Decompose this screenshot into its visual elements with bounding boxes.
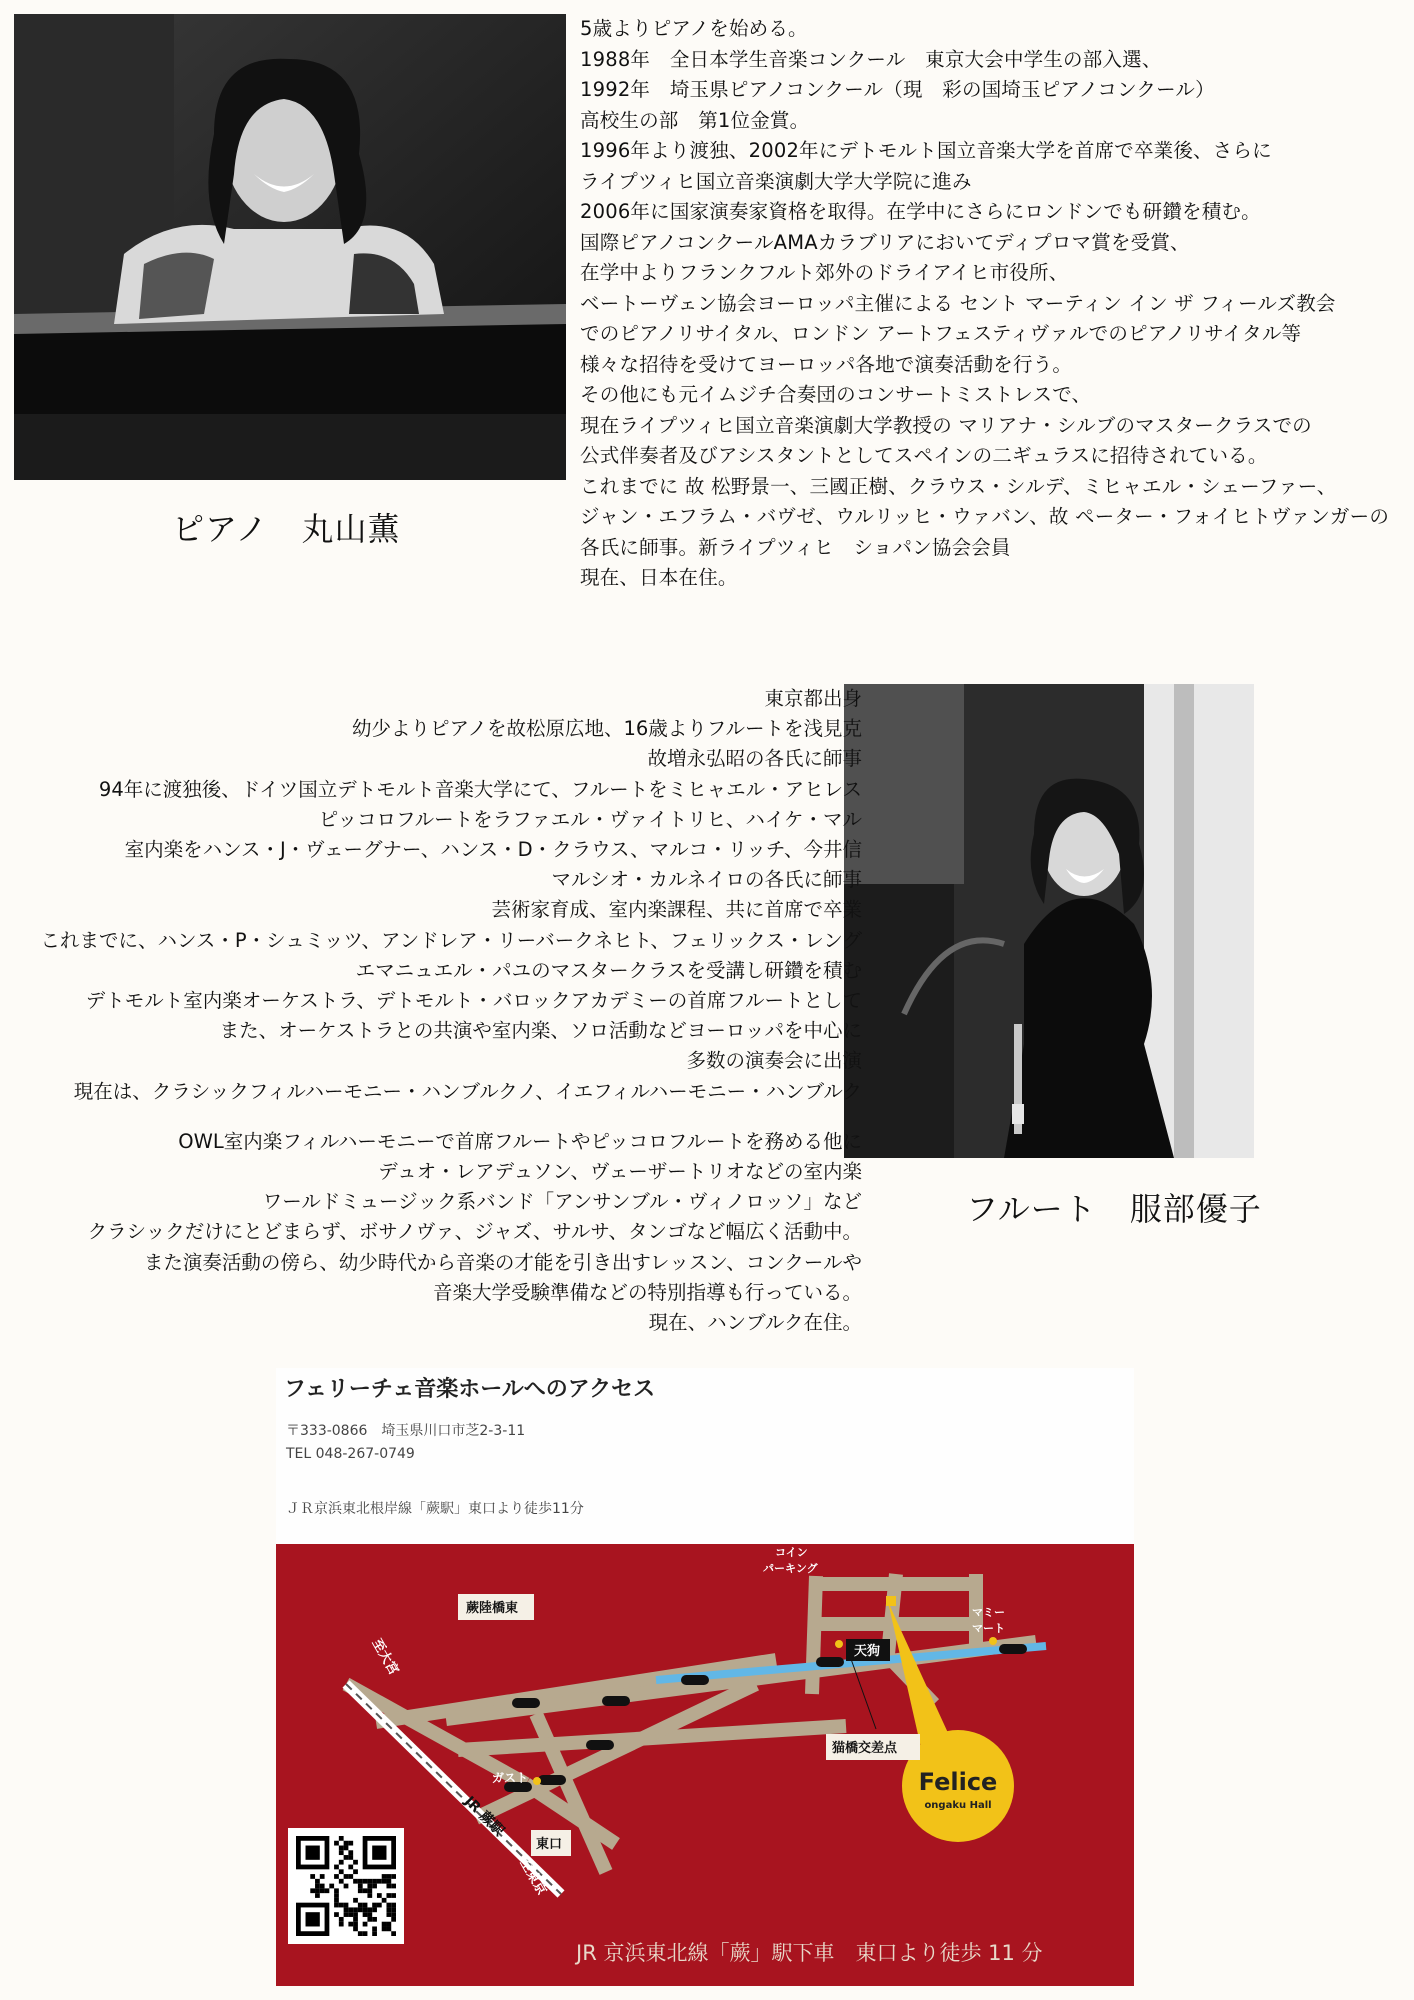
access-map (276, 1544, 1134, 1986)
bio-line: ベートーヴェン協会ヨーロッパ主催による セント マーティン イン ザ フィールズ教会 (580, 291, 1336, 315)
bio-line: 芸術家育成、室内楽課程、共に首席で卒業 (491, 898, 862, 922)
map-mammy-2: マート (972, 1622, 1005, 1635)
bio-line: その他にも元イムジチ合奏団のコンサートミストレスで、 (580, 383, 1092, 406)
bio-line: 多数の演奏会に出演 (686, 1049, 862, 1073)
map-east-exit: 東口 (536, 1837, 563, 1852)
flutist-photo (844, 684, 1254, 1158)
bio-line: 高校生の部 第1位金賞。 (580, 108, 810, 132)
bio-line: 公式伴奏者及びアシスタントとしてスペインの二ギュラスに招待されている。 (580, 444, 1268, 467)
map-mammy-1: マミー (972, 1606, 1005, 1619)
access-route: ＪＲ京浜東北根岸線「蕨駅」東口より徒歩11分 (286, 1501, 584, 1517)
map-nekobashi: 猫橋交差点 (832, 1741, 898, 1756)
map-to-omiya: 至大宮 (368, 1636, 402, 1678)
bio-line: ライプツィヒ国立音楽演劇大学大学院に進み (580, 169, 972, 193)
bio-line: 現在は、クラシックフィルハーモニー・ハンブルクノ、イエフィルハーモニー・ハンブルク (73, 1079, 862, 1103)
bio-line: 様々な招待を受けてヨーロッパ各地で演奏活動を行う。 (580, 352, 1073, 376)
pianist-photo (14, 14, 566, 480)
bio-line: 現在、日本在住。 (580, 566, 738, 589)
map-rikkyo: 蕨陸橋東 (466, 1601, 519, 1616)
bio-line: OWL室内楽フィルハーモニーで首席フルートやピッコロフルートを務める他に (178, 1129, 862, 1153)
bio-line: 現在、ハンブルク在住。 (648, 1311, 862, 1335)
pianist-bio (580, 14, 1400, 594)
bio-gap (20, 1107, 862, 1127)
bio-line: 幼少よりピアノを故松原広地、16歳よりフルートを浅見克 (352, 717, 862, 741)
map-to-tokyo: 至東京 (516, 1856, 550, 1898)
bio-line: 2006年に国家演奏家資格を取得。在学中にさらにロンドンでも研鑽を積む。 (580, 200, 1261, 223)
bio-line: ジャン・エフラム・バヴゼ、ウルリッヒ・ウァバン、故 ペーター・フォイヒトヴァンガーの (580, 505, 1390, 528)
map-coin-parking-2: パーキング (763, 1562, 818, 1575)
bio-line: 在学中よりフランクフルト郊外のドライアイヒ市役所、 (580, 261, 1069, 284)
bio-line: デトモルト室内楽オーケストラ、デトモルト・バロックアカデミーの首席フルートとして (85, 989, 862, 1013)
bio-line: 1992年 埼玉県ピアノコンクール（現 彩の国埼玉ピアノコンクール） (580, 78, 1215, 101)
bio-line: 94年に渡独後、ドイツ国立デトモルト音楽大学にて、フルートをミヒャエル・アヒレス (98, 777, 862, 801)
bio-line: ピッコロフルートをラファエル・ヴァイトリヒ、ハイケ・マル (318, 807, 862, 831)
bio-line: これまでに 故 松野景一、三國正樹、クラウス・シルデ、ミヒャエル・シェーファー、 (580, 474, 1337, 498)
bio-line: 室内楽をハンス・J・ヴェーグナー、ハンス・D・クラウス、マルコ・リッチ、今井信 (124, 838, 862, 862)
access-postal: 〒333-0866 埼玉県川口市芝2-3-11 (286, 1423, 526, 1439)
access-tel: TEL 048-267-0749 (286, 1446, 415, 1462)
bio-line: 各氏に師事。新ライプツィヒ ショパン協会会員 (580, 535, 1011, 559)
bio-line: クラシックだけにとどまらず、ボサノヴァ、ジャズ、サルサ、タンゴなど幅広く活動中。 (87, 1220, 862, 1244)
bio-line: 1996年より渡独、2002年にデトモルト国立音楽大学を首席で卒業後、さらに (580, 139, 1272, 162)
bio-line: 1988年 全日本学生音楽コンクール 東京大会中学生の部入選、 (580, 47, 1162, 71)
qr-code (288, 1828, 404, 1944)
bio-line: マルシオ・カルネイロの各氏に師事 (551, 868, 862, 892)
bio-line: 現在ライプツィヒ国立音楽演劇大学教授の マリアナ・シルブのマスタークラスでの (580, 413, 1312, 437)
bio-line: これまでに、ハンス・P・シュミッツ、アンドレア・リーバークネヒト、フェリックス・レング (40, 928, 862, 952)
bio-line: デュオ・レアデュソン、ヴェーザートリオなどの室内楽 (378, 1160, 862, 1184)
map-hall-name: Felice (918, 1768, 998, 1796)
bio-line: 5歳よりピアノを始める。 (580, 17, 808, 40)
bio-line: 故増永弘昭の各氏に師事 (647, 747, 862, 771)
access-section (276, 1368, 1134, 1986)
bio-line: 東京都出身 (764, 687, 862, 710)
bio-line: また、オーケストラとの共演や室内楽、ソロ活動などヨーロッパを中心に (219, 1019, 862, 1043)
map-gusto: ガスト (492, 1771, 529, 1785)
bio-line: エマニュエル・パユのマスタークラスを受講し研鑽を積む (355, 958, 862, 982)
map-tengu: 天狗 (854, 1644, 881, 1659)
access-title: フェリーチェ音楽ホールへのアクセス (284, 1377, 656, 1402)
bio-line: でのピアノリサイタル、ロンドン アートフェスティヴァルでのピアノリサイタル等 (580, 322, 1302, 345)
map-footer: JR 京浜東北線「蕨」駅下車 東口より徒歩 11 分 (576, 1941, 1043, 1965)
map-hall-sub: ongaku Hall (924, 1800, 992, 1811)
map-coin-parking-1: コイン (775, 1546, 808, 1559)
bio-line: 国際ピアノコンクールAMAカラブリアにおいてディプロマ賞を受賞、 (580, 230, 1190, 254)
bio-line: ワールドミュージック系バンド「アンサンブル・ヴィノロッソ」など (262, 1190, 862, 1214)
flutist-caption: フルート 服部優子 (966, 1190, 1262, 1228)
map-jr-station: JR 蕨駅 (461, 1793, 508, 1840)
flutist-bio (20, 684, 862, 1338)
pianist-caption: ピアノ 丸山薫 (172, 510, 401, 548)
bio-line: 音楽大学受験準備などの特別指導も行っている。 (432, 1280, 862, 1304)
bio-line: また演奏活動の傍ら、幼少時代から音楽の才能を引き出すレッスン、コンクールや (143, 1250, 862, 1274)
